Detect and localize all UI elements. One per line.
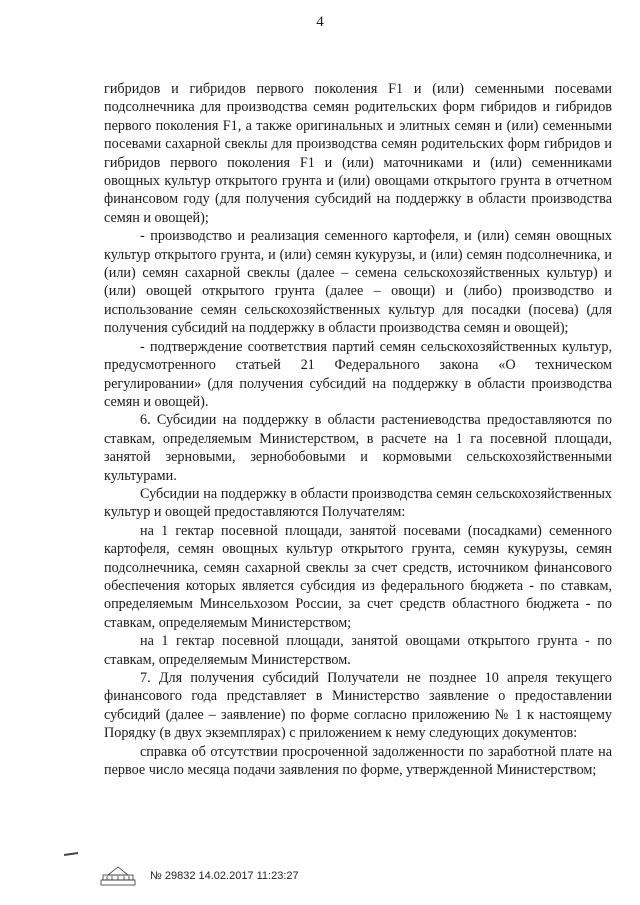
building-seal-icon xyxy=(100,866,136,886)
registration-stamp: № 29832 14.02.2017 11:23:27 xyxy=(150,870,299,882)
paragraph: на 1 гектар посевной площади, занятой овощами открытого грунта - по ставкам, определяемым Министерством. xyxy=(104,633,612,668)
paragraph: гибридов и гибридов первого поколения F1 и (или) семенными посевами подсолнечника для производства семян родительских форм гибридов и гибридов первого поколения F1, а также оригинальных и элитных семян и (или) семенными посевами сахарной свеклы для производства семян родительских форм гибридов и гибридов первого поколения F1 и (или) маточниками и (или) семенниками овощных культур открытого грунта и (или) овощами открытого грунта в отчетном финансовом году (для получения субсидий на поддержку в области производства семян и овощей); xyxy=(104,81,612,226)
paragraph: 6. Субсидии на поддержку в области растениеводства предоставляются по ставкам, определяемым Министерством, в расчете на 1 га посевной площади, занятой зерновыми, зернобобовыми и кормовыми сельскохозяйственными культурами. xyxy=(104,412,612,484)
document-body xyxy=(104,80,612,779)
paragraph: на 1 гектар посевной площади, занятой посевами (посадками) семенного картофеля, семян овощных культур открытого грунта, семян кукурузы, семян подсолнечника, семян сахарной свеклы за счет средств, источником финансового обеспечения которых является субсидия из федерального бюджета - по ставкам, определяемым Минсельхозом России, за счет средств областного бюджета - по ставкам, определяемым Министерством; xyxy=(104,522,612,631)
list-item: - производство и реализация семенного картофеля, и (или) семян овощных культур открытого грунта, и (или) семян кукурузы, и (или) семян подсолнечника, и (или) семян сахарной свеклы (далее – семена сельскохозяйственных культур) и (или) овощей открытого грунта (далее – овощи) и (либо) производство и использование семян сельскохозяйственных культур для посадки (посева) (для получения субсидий на поддержку в области производства семян и овощей); xyxy=(104,228,612,337)
pen-mark xyxy=(64,852,78,856)
paragraph: справка об отсутствии просроченной задолженности по заработной плате на первое число месяца подачи заявления по форме, утвержденной Министерством; xyxy=(104,743,612,779)
page-number: 4 xyxy=(316,14,324,30)
document-footer xyxy=(100,865,299,887)
list-item: - подтверждение соответствия партий семян сельскохозяйственных культур, предусмотренного статьей 21 Федерального закона «О техническом регулировании» (для получения субсидий на поддержку в области производства семян и овощей). xyxy=(104,338,612,410)
paragraph: Субсидии на поддержку в области производства семян сельскохозяйственных культур и овощей предоставляются Получателям: xyxy=(104,485,612,521)
paragraph: 7. Для получения субсидий Получатели не позднее 10 апреля текущего финансового года представляет в Министерство заявление о предоставлении субсидий (далее – заявление) по форме согласно приложению № 1 к настоящему Порядку (в двух экземплярах) с приложением к нему следующих документов: xyxy=(104,670,612,742)
